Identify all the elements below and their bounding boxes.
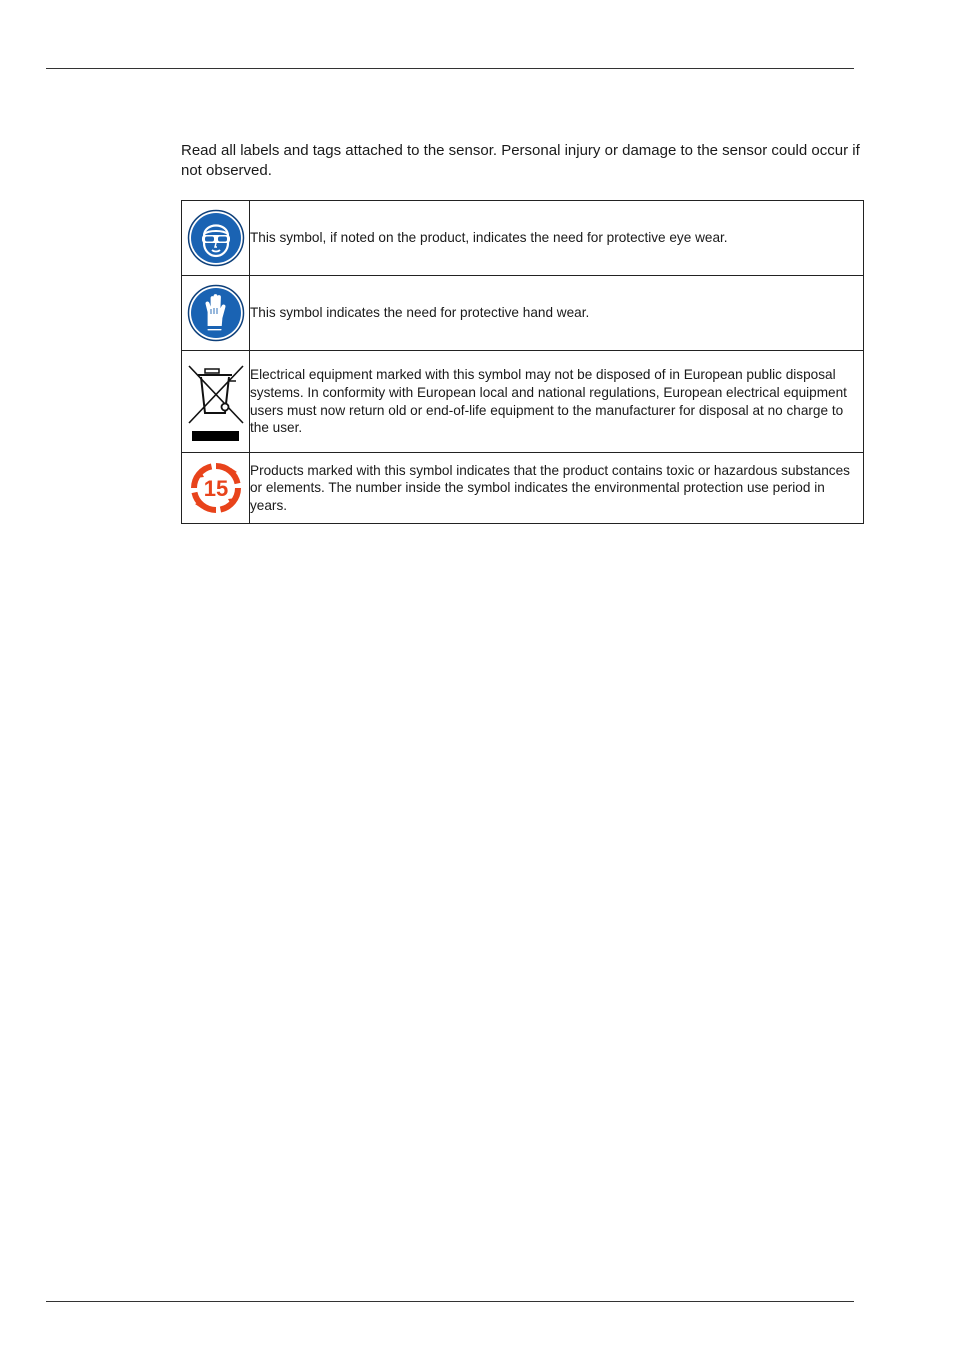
safety-symbols-table	[181, 200, 864, 524]
icon-cell	[182, 201, 250, 276]
table-row	[182, 276, 864, 351]
table-row	[182, 201, 864, 276]
symbol-description: Electrical equipment marked with this symbol may not be disposed of in European public disposal systems. In conformity with European local and national regulations, European electrical equipment users must now return old or end-of-life equipment to the manufacturer for disposal at no charge to the user.	[250, 351, 864, 453]
efup-15-badge-text: 15	[203, 476, 228, 501]
intro-paragraph: Read all labels and tags attached to the sensor. Personal injury or damage to the sensor could occur if not observed.	[181, 142, 860, 179]
icon-cell	[182, 351, 250, 453]
footer-rule	[46, 1301, 854, 1302]
table-row	[182, 453, 864, 524]
header-rule	[46, 68, 854, 69]
symbol-description: This symbol, if noted on the product, indicates the need for protective eye wear.	[250, 201, 864, 276]
hand-protection-icon	[187, 284, 245, 342]
table-row	[182, 351, 864, 453]
symbol-description: Products marked with this symbol indicates that the product contains toxic or hazardous substances or elements. The number inside the symbol indicates the environmental protection use period in years.	[250, 453, 864, 524]
icon-cell	[182, 276, 250, 351]
symbol-description: This symbol indicates the need for protective hand wear.	[250, 276, 864, 351]
icon-cell	[182, 453, 250, 524]
weee-crossed-bin-icon	[186, 361, 246, 443]
efup-15-icon	[190, 462, 242, 514]
eye-protection-icon	[187, 209, 245, 267]
